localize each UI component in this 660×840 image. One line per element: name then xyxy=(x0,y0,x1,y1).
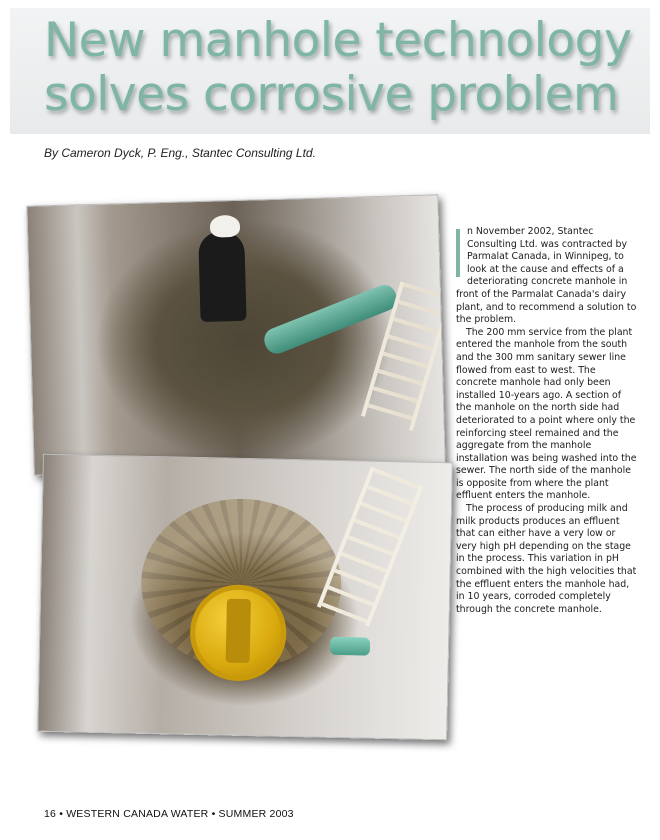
hard-hat xyxy=(210,215,241,238)
insert-channel xyxy=(226,599,251,663)
worker-figure xyxy=(198,231,246,322)
drop-cap-i xyxy=(456,229,460,277)
paragraph-3: The process of producing milk and milk products produces an effluent that can either have a very low or very high pH depending on the stage in the process. This variation in pH combined with the high velocities that the effluent enters the manhole had, in 10 years, corroded completely through the concrete manhole. xyxy=(456,503,637,615)
ladder xyxy=(317,467,423,627)
article-body xyxy=(456,226,638,616)
page-footer: 16 • WESTERN CANADA WATER • SUMMER 2003 xyxy=(44,808,294,820)
byline: By Cameron Dyck, P. Eng., Stantec Consulting Ltd. xyxy=(44,146,316,160)
green-pipe xyxy=(330,637,370,656)
headline-line-1: New manhole technology xyxy=(44,13,632,68)
green-pipe xyxy=(261,281,401,357)
headline-block xyxy=(10,8,650,134)
paragraph-2: The 200 mm service from the plant entered the manhole from the south and the 300 mm sanitary sewer line flowed from east to west. The concrete manhole had only been installed 10-years ago. A section of the manhole on the north side had deteriorated to a point where only the reinforcing steel remained and the aggregate from the manhole installation was being washed into the sewer. The north side of the manhole is opposite from where the plant effluent enters the manhole. xyxy=(456,326,637,502)
headline-line-2: solves corrosive problem xyxy=(44,67,619,122)
manhole-photo-cover xyxy=(37,454,453,741)
paragraph-1: n November 2002, Stantec Consulting Ltd. was contracted by Parmalat Canada, in Winnipeg, to look at the cause and effects of a deteriorating concrete manhole in front of the Parmalat Canada's dairy plant, and to recommend a solution to the problem. xyxy=(456,226,637,326)
manhole-photo-worker xyxy=(26,194,445,475)
